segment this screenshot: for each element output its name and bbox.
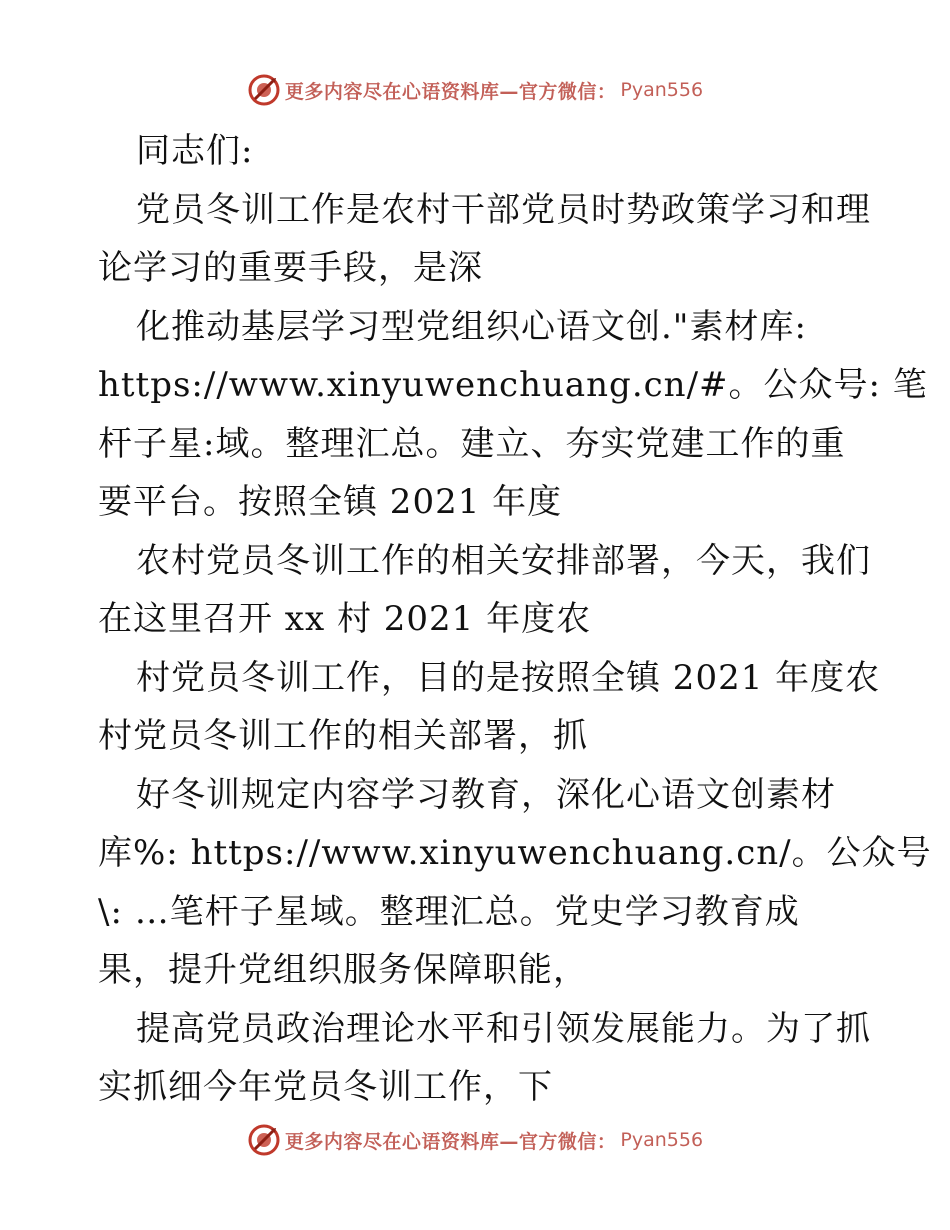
document-body — [98, 122, 932, 1117]
text-line: 好冬训规定内容学习教育，深化心语文创素材 — [136, 774, 836, 815]
header-watermark — [0, 70, 950, 110]
text-line: 同志们: — [136, 131, 254, 171]
text-line: https://www.xinyuwenchuang.cn/#。公众号: 笔 — [98, 365, 928, 405]
text-line: 杆子星:域。整理汇总。建立、夯实党建工作的重 — [98, 423, 846, 464]
brand-logo-icon — [247, 1123, 281, 1157]
text-line: \: …笔杆子星域。整理汇总。党史学习教育成 — [98, 891, 800, 932]
text-line: 论学习的重要手段，是深 — [98, 248, 483, 288]
brand-logo-icon — [247, 73, 281, 107]
watermark-handle: Pyan556 — [620, 79, 704, 101]
text-line: 化推动基层学习型党组织心语文创."素材库: — [136, 306, 807, 347]
text-line: 农村党员冬训工作的相关安排部署，今天，我们 — [136, 540, 871, 581]
text-line: 村党员冬训工作的相关部署，抓 — [98, 716, 588, 756]
footer-watermark — [0, 1120, 950, 1160]
text-line: 提高党员政治理论水平和引领发展能力。为了抓 — [136, 1008, 871, 1049]
text-line: 村党员冬训工作，目的是按照全镇 2021 年度农 — [136, 657, 881, 698]
text-line: 果，提升党组织服务保障职能， — [98, 950, 588, 990]
text-line: 库%: https://www.xinyuwenchuang.cn/。公众号 — [98, 833, 932, 873]
text-line: 党员冬训工作是农村干部党员时势政策学习和理 — [136, 189, 871, 230]
watermark-text: 更多内容尽在心语资料库—官方微信： — [284, 1130, 617, 1153]
watermark-handle: Pyan556 — [620, 1129, 704, 1151]
text-line: 实抓细今年党员冬训工作，下 — [98, 1067, 553, 1107]
text-line: 要平台。按照全镇 2021 年度 — [98, 482, 563, 522]
watermark-text: 更多内容尽在心语资料库—官方微信： — [284, 80, 617, 103]
text-line: 在这里召开 xx 村 2021 年度农 — [98, 599, 592, 639]
